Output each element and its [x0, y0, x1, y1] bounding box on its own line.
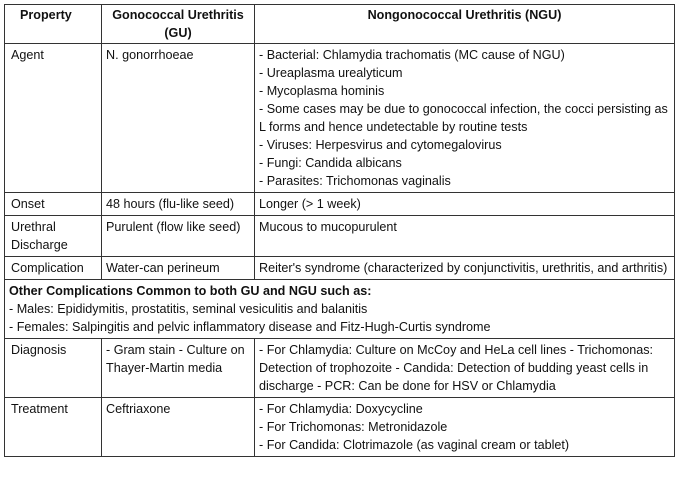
treatment-ngu-line: - For Trichomonas: Metronidazole: [259, 420, 448, 434]
diagnosis-gu: - Gram stain - Culture on Thayer-Martin media: [102, 339, 255, 398]
agent-ngu: [255, 44, 675, 193]
other-complications-line: - Females: Salpingitis and pelvic inflammatory disease and Fitz-Hugh-Curtis syndrome: [9, 320, 491, 334]
complication-label: Complication: [5, 257, 102, 280]
agent-ngu-line: - Ureaplasma urealyticum: [259, 66, 403, 80]
agent-ngu-line: - Bacterial: Chlamydia trachomatis (MC cause of NGU): [259, 48, 565, 62]
treatment-ngu-line: - For Chlamydia: Doxycycline: [259, 402, 423, 416]
onset-ngu: Longer (> 1 week): [255, 193, 675, 216]
other-complications-title: Other Complications Common to both GU and NGU such as:: [9, 284, 372, 298]
treatment-ngu-line: - For Candida: Clotrimazole (as vaginal cream or tablet): [259, 438, 570, 452]
agent-gu: N. gonorrhoeae: [102, 44, 255, 193]
row-onset: [5, 193, 675, 216]
onset-gu: 48 hours (flu-like seed): [102, 193, 255, 216]
discharge-gu: Purulent (flow like seed): [102, 216, 255, 257]
agent-ngu-line: - Fungi: Candida albicans: [259, 156, 402, 170]
treatment-ngu: [255, 398, 675, 457]
agent-label: Agent: [5, 44, 102, 193]
other-complications-line: - Males: Epididymitis, prostatitis, seminal vesiculitis and balanitis: [9, 302, 368, 316]
treatment-label: Treatment: [5, 398, 102, 457]
other-complications-cell: [5, 280, 675, 339]
onset-label: Onset: [5, 193, 102, 216]
agent-ngu-line: - Parasites: Trichomonas vaginalis: [259, 174, 451, 188]
agent-ngu-line: - Viruses: Herpesvirus and cytomegalovirus: [259, 138, 502, 152]
header-gu: Gonococcal Urethritis (GU): [102, 5, 255, 44]
agent-ngu-line: - Some cases may be due to gonococcal infection, the cocci persisting as L forms and hence undetectable by routine tests: [259, 102, 668, 134]
row-other-complications: [5, 280, 675, 339]
row-complication: [5, 257, 675, 280]
discharge-label: Urethral Discharge: [5, 216, 102, 257]
row-agent: [5, 44, 675, 193]
agent-ngu-line: - Mycoplasma hominis: [259, 84, 385, 98]
urethritis-comparison-table: [4, 4, 675, 457]
diagnosis-label: Diagnosis: [5, 339, 102, 398]
diagnosis-ngu: - For Chlamydia: Culture on McCoy and HeLa cell lines - Trichomonas: Detection of trophozoite - Candida: Detection of budding yeast cells in discharge - PCR: Can be done for HSV or Chlamydia: [255, 339, 675, 398]
row-urethral-discharge: [5, 216, 675, 257]
header-row: [5, 5, 675, 44]
comparison-table-container: [4, 4, 674, 457]
header-ngu: Nongonococcal Urethritis (NGU): [255, 5, 675, 44]
complication-gu: Water-can perineum: [102, 257, 255, 280]
header-property: Property: [5, 5, 102, 44]
treatment-gu: Ceftriaxone: [102, 398, 255, 457]
complication-ngu: Reiter's syndrome (characterized by conjunctivitis, urethritis, and arthritis): [255, 257, 675, 280]
discharge-ngu: Mucous to mucopurulent: [255, 216, 675, 257]
row-diagnosis: [5, 339, 675, 398]
row-treatment: [5, 398, 675, 457]
